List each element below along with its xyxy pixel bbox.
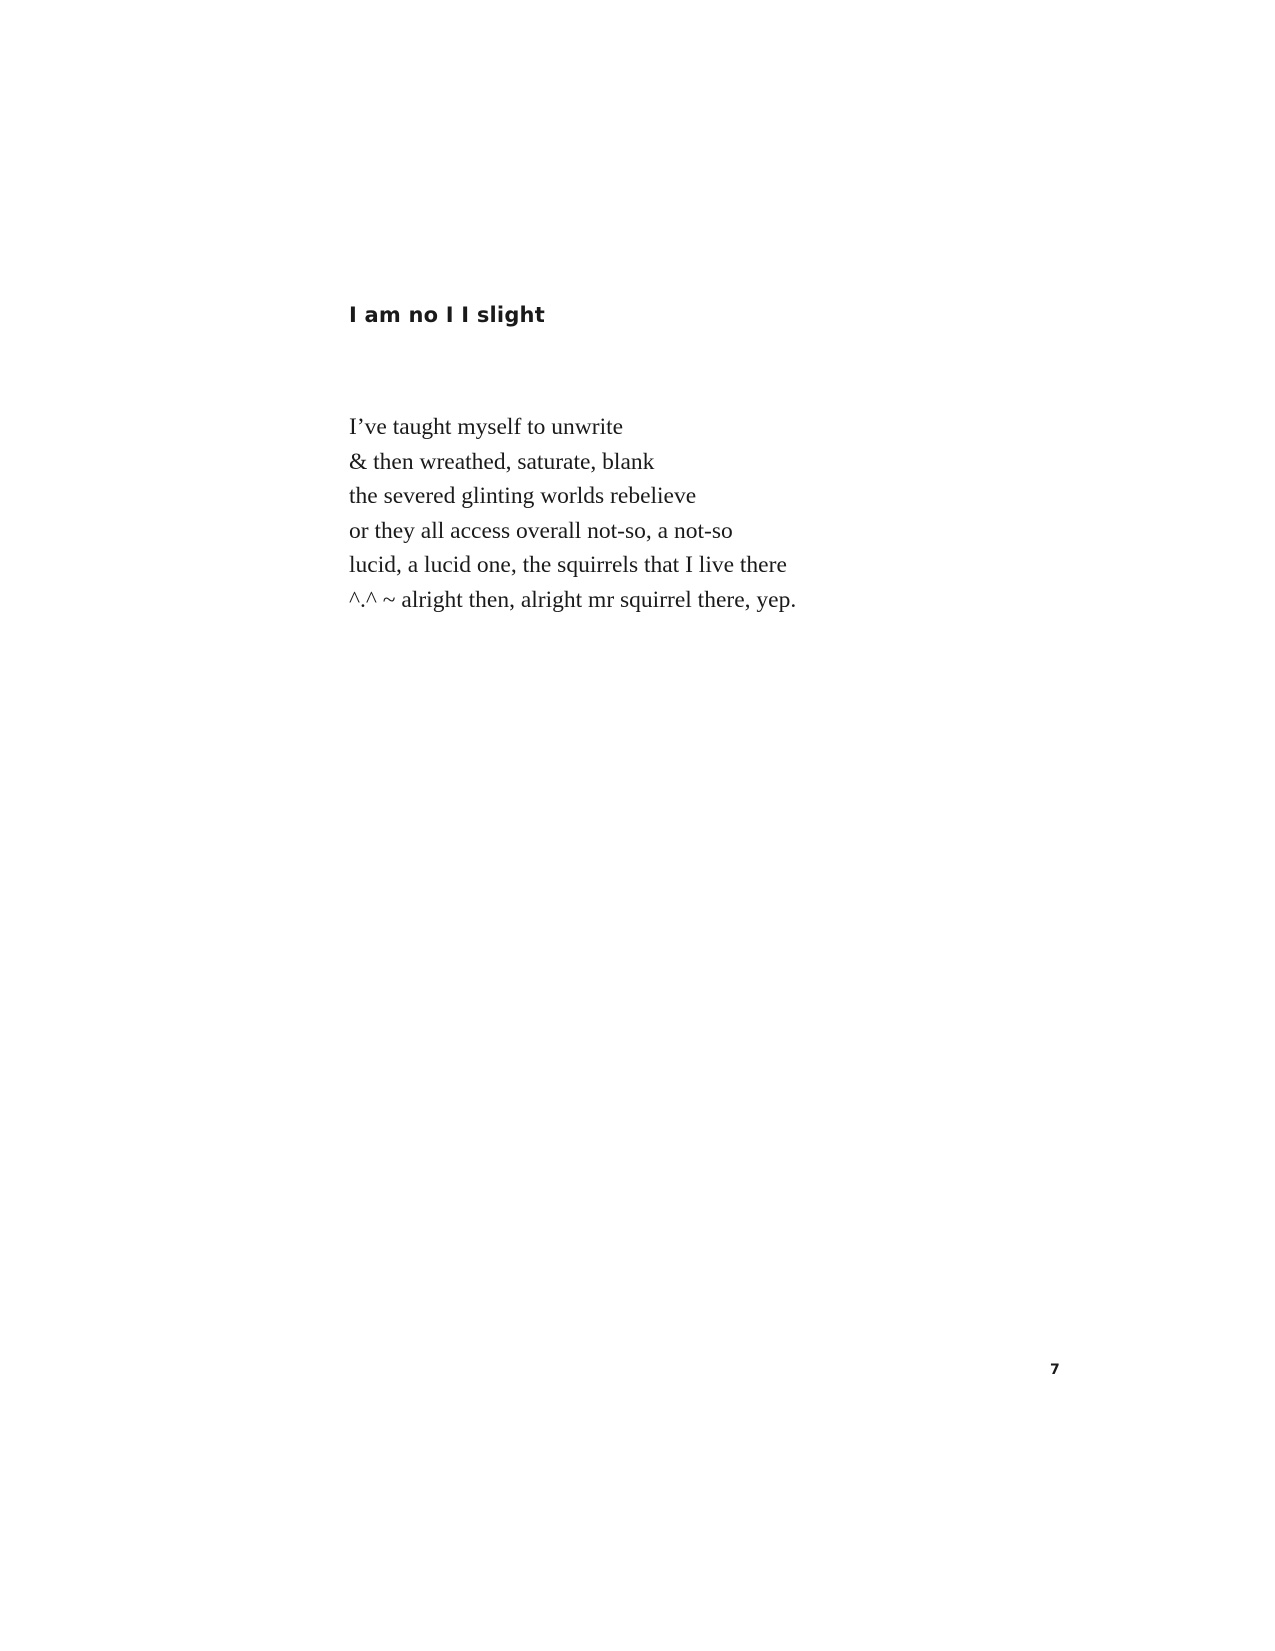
poem-line: ^.^ ~ alright then, alright mr squirrel there, yep. [349,586,797,613]
poem-line: or they all access overall not-so, a not-so [349,517,733,544]
page-number: 7 [1050,1362,1060,1378]
poem-line: & then wreathed, saturate, blank [349,448,655,475]
page-title: I am no I I slight [349,303,545,327]
poem-line: lucid, a lucid one, the squirrels that I live there [349,552,787,578]
poem-line: I’ve taught myself to unwrite [349,414,624,440]
poem-line: the severed glinting worlds rebelieve [349,483,697,509]
poem-body [349,410,1049,617]
